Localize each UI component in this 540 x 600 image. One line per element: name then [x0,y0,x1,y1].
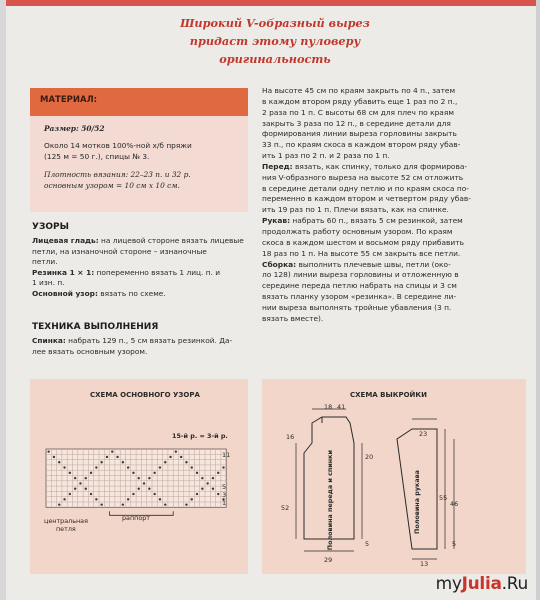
density-text: Плотность вязания: 22–23 п. и 32 р. [44,170,191,179]
stitch-mark [90,472,92,474]
text-line [262,108,526,119]
stitch-mark [201,477,203,479]
text-line [262,97,526,108]
stitch-mark [159,466,161,468]
stitch-mark [95,498,97,500]
text-line-body: в середине детали одну петлю и по краям скоса по- [262,183,469,193]
text-line-body: середине переда петлю набрать на спицы и 3 см [262,281,457,291]
watermark-part: .Ru [501,574,528,594]
text-line [262,86,526,97]
text-line-body: 1 изн. п. [32,278,65,288]
text-line [262,281,526,292]
patterns-text [32,236,244,300]
density-line [44,170,191,181]
stitch-mark [217,472,219,474]
size-text: Размер: 50/52 [44,124,105,133]
sleeve-label: Половина рукава [413,470,421,535]
text-line [32,278,244,289]
text-line-body: скоса в каждом шестом и восьмом ряду прибавить [262,237,464,247]
text-line-body: петли. [32,257,58,267]
pattern-chart-title: СХЕМА ОСНОВНОГО УЗОРА [90,391,200,399]
text-line-body: ить 19 раз по 1 п. Плечи вязать, как на спинке. [262,205,449,215]
stitch-mark [185,503,187,505]
headline-line: придаст этому пуловеру [189,34,361,48]
stitch-mark [185,461,187,463]
stitch-mark [106,456,108,458]
stitch-mark [122,503,124,505]
dim-half-width: 29 [324,556,333,564]
headline-line: оригинальность [219,52,331,66]
text-line-body: ния V-образного выреза на высоте 52 см отложить [262,172,464,182]
text-line [262,129,526,140]
stitch-mark [53,456,55,458]
text-line-body: вязать вместе). [262,313,324,323]
stitch-mark [127,498,129,500]
text-line [262,260,526,271]
text-line [262,205,526,216]
stitch-mark [69,493,71,495]
stitch-mark [206,482,208,484]
dim-sleeve-height: 55 [439,494,448,502]
dim-sleeve-bottom: 13 [420,560,429,568]
row-number: 3 [222,491,227,499]
stitch-mark [175,450,177,452]
stitch-mark [148,488,150,490]
text-line-label: Рукав: [262,216,291,226]
stitch-mark [47,450,49,452]
row-number: 1 [222,499,227,507]
stitch-mark [116,456,118,458]
stitch-mark [201,488,203,490]
dim-sleeve-rib: 5 [452,540,457,548]
technique-text [32,336,232,357]
text-line-label: Сборка: [262,259,297,269]
text-line [262,249,526,260]
stitch-mark [85,488,87,490]
site-watermark [436,574,528,594]
stitch-mark [111,450,113,452]
text-line-body: вязать планку узором «резинка». В середине ли- [262,292,457,302]
stitch-mark [180,456,182,458]
stitch-mark [69,472,71,474]
stitch-mark [212,477,214,479]
stitch-mark [132,472,134,474]
stitch-mark [217,493,219,495]
stitch-mark [63,498,65,500]
text-line-body: переменно в каждом втором и четвертом ряду убав- [262,194,471,204]
row-number: 5 [222,483,227,491]
stitch-mark [169,456,171,458]
stitch-mark [138,477,140,479]
text-line-label: Перед: [262,161,293,171]
text-line [262,140,526,151]
text-line-body: На высоте 45 см по краям закрыть по 4 п., затем [262,86,456,95]
text-line [262,292,526,303]
text-line-body: на лицевой стороне вязать лицевые [98,236,244,245]
text-line-body: продолжать работу основным узором. По краям [262,226,453,236]
stitch-mark [132,493,134,495]
stitch-mark [138,488,140,490]
text-line-body: набрать 129 п., 5 см вязать резинкой. Да- [65,336,233,345]
text-line [32,347,232,358]
dim-armhole: 20 [365,453,374,461]
instructions-column [262,86,526,325]
schematic-title: СХЕМА ВЫКРОЙКИ [350,391,427,399]
text-line-body: набрать 60 п., вязать 5 см резинкой, затем [290,216,463,226]
stitch-mark [153,472,155,474]
dim-sleeve-top: 23 [419,430,428,438]
text-line [32,336,232,347]
stitch-mark [100,503,102,505]
text-line-body: закрыть 3 раза по 12 п., в середине детали для [262,118,451,128]
text-line-body: вязать по схеме. [97,288,166,298]
body-label: Половина переда и спинки [326,450,334,551]
stitch-mark [191,498,193,500]
row-number: 11 [222,451,231,459]
text-line [262,173,526,184]
page-gutter [0,0,6,600]
text-line [32,257,244,268]
size-line [44,124,105,135]
text-line [32,289,244,300]
stitch-mark [63,466,65,468]
central-loop-label: центральная [44,517,88,525]
text-line [262,216,526,227]
stitch-mark [143,482,145,484]
text-line [262,184,526,195]
text-line [32,247,244,258]
headline-line: Широкий V-образный вырез [180,16,370,30]
text-line-label: Основной узор: [32,288,98,298]
text-line-body: лее вязать основным узором. [32,346,148,356]
text-line [32,236,244,247]
stitch-mark [191,466,193,468]
dim-rib-height: 5 [365,540,370,548]
text-line-body: формирования линии выреза горловины закрыть [262,129,457,139]
text-line-body: 2 раза по 1 п. С высоты 68 см для плеч по краям [262,107,454,117]
dim-neck-front: 16 [286,433,295,441]
technique-header: ТЕХНИКА ВЫПОЛНЕНИЯ [32,322,159,332]
text-line-label: Спинка: [32,336,66,345]
yarn-line: (125 м = 50 г.), спицы № 3. [44,152,150,161]
stitch-mark [196,493,198,495]
text-line-body: вязать, как спинку, только для формирова- [292,161,468,171]
stitch-mark [122,461,124,463]
text-line [262,314,526,325]
text-line [262,194,526,205]
text-line [262,227,526,238]
stitch-mark [74,488,76,490]
text-line [262,303,526,314]
text-line [262,151,526,162]
text-line [262,238,526,249]
rapport-label: раппорт [122,514,151,522]
page-edge [536,0,540,600]
text-line-body: нии выреза выполнять тройные убавления (3 п. [262,302,452,312]
schematic-drawing [262,379,526,574]
stitch-mark [212,488,214,490]
text-line-label: Резинка 1 × 1: [32,267,95,277]
stitch-mark [79,482,81,484]
stitch-mark [85,477,87,479]
text-line-body: 18 раз по 1 п. На высоте 55 см закрыть все петли. [262,248,461,258]
text-line-label: Лицевая гладь: [32,236,99,245]
stitch-mark [153,493,155,495]
text-line-body: 33 п., по краям скоса в каждом втором ряду убав- [262,140,461,150]
dim-sleeve-side: 46 [450,500,459,508]
stitch-mark [58,461,60,463]
density-text: основным узором = 10 см х 10 см. [44,181,180,190]
text-line-body: петли, на изнаночной стороне – изнаночные [32,246,207,256]
watermark-part: Julia [461,574,502,594]
stitch-grid [46,449,226,515]
stitch-mark [95,466,97,468]
central-loop-label: петля [56,525,76,533]
stitch-mark [127,466,129,468]
density-line [44,181,180,192]
top-color-strip [0,0,540,6]
stitch-mark [90,493,92,495]
stitch-mark [164,461,166,463]
watermark-part: my [435,574,462,594]
stitch-mark [74,477,76,479]
chart-repeat-label: 15-й р. = 3-й р. [172,432,228,440]
article-headline [140,14,410,68]
stitch-mark [164,503,166,505]
stitch-mark [159,498,161,500]
dim-body-height: 52 [281,504,290,512]
stitch-mark [100,461,102,463]
stitch-mark [222,466,224,468]
text-line [262,119,526,130]
text-line [262,162,526,173]
text-line-body: попеременно вязать 1 лиц. п. и [94,267,221,277]
text-line [262,270,526,281]
text-line-body: выполнить плечевые швы, петли (око- [296,259,451,269]
patterns-header: УЗОРЫ [32,222,69,232]
material-header: МАТЕРИАЛ: [40,95,98,105]
stitch-mark [148,477,150,479]
text-line-body: ло 128) линии выреза горловины и отложенную в [262,270,459,280]
stitch-mark [196,472,198,474]
text-line [32,268,244,279]
yarn-line: Около 14 мотков 100%-ной х/б пряжи [44,141,192,150]
stitch-mark [58,503,60,505]
text-line-body: ить 1 раз по 2 п. и 2 раза по 1 п. [262,151,390,161]
pattern-grid [30,379,248,574]
dim-neck-side: 41 [337,403,346,411]
text-line-body: в каждом втором ряду убавить еще 1 раз по 2 п., [262,96,458,106]
dim-shoulder: 18 [324,403,333,411]
